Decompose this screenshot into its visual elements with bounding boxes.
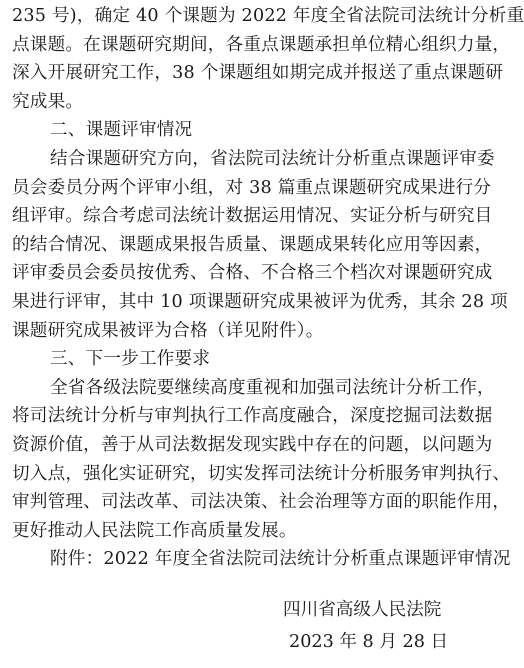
text-line: 结合课题研究方向，省法院司法统计分析重点课题评审委 [50, 149, 495, 169]
text-line: 课题研究成果被评为合格（详见附件）。 [12, 320, 324, 341]
text-line: 评审委员会委员按优秀、合格、不合格三个档次对课题研究成 [12, 263, 493, 284]
text-line: 切入点，强化实证研究，切实发挥司法统计分析服务审判执行、 [12, 463, 511, 484]
text-line: 点课题。在课题研究期间，各重点课题承担单位精心组织力量， [12, 34, 511, 55]
text-line: 资源价值，善于从司法数据发现实践中存在的问题，以问题为 [12, 435, 493, 455]
section-heading-review: 二、课题评审情况 [50, 120, 193, 141]
text-line: 员会委员分两个评审小组，对 38 篇重点课题研究成果进行分 [12, 177, 492, 198]
section-heading-next-steps: 三、下一步工作要求 [50, 349, 211, 370]
text-line: 将司法统计分析与审判执行工作高度融合，深度挖掘司法数据 [12, 406, 493, 427]
text-line: 深入开展研究工作，38 个课题组如期完成并报送了重点课题研 [12, 63, 504, 84]
text-line: 全省各级法院要继续高度重视和加强司法统计分析工作， [50, 377, 495, 398]
text-line: 的结合情况、课题成果报告质量、课题成果转化应用等因素， [12, 234, 493, 255]
text-line: 审判管理、司法改革、司法决策、社会治理等方面的职能作用， [12, 492, 511, 513]
text-line: 组评审。综合考虑司法统计数据运用情况、实证分析与研究目 [12, 206, 493, 227]
signature-date: 2023 年 8 月 28 日 [289, 632, 449, 652]
attachment-note: 附件：2022 年度全省法院司法统计分析重点课题评审情况 [50, 549, 511, 570]
signature-organization: 四川省高级人民法院 [283, 600, 442, 620]
text-line: 235 号)，确定 40 个课题为 2022 年度全省法院司法统计分析重 [12, 6, 524, 26]
text-line: 究成果。 [12, 91, 84, 112]
text-line: 果进行评审，其中 10 项课题研究成果被评为优秀，其余 28 项 [12, 292, 508, 312]
text-line: 更好推动人民法院工作高质量发展。 [12, 520, 297, 541]
